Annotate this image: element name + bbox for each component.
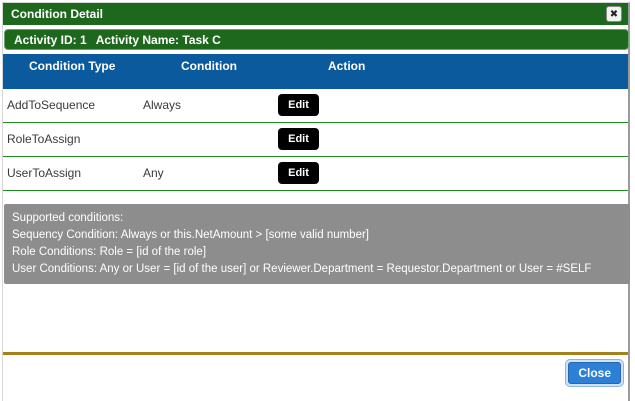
column-header-condition-type: Condition Type [29,59,116,73]
column-header-condition: Condition [181,59,237,73]
edit-button[interactable]: Edit [278,94,319,116]
close-button[interactable]: Close [568,362,621,384]
condition-type-cell: UserToAssign [7,166,82,180]
condition-type-cell: RoleToAssign [7,132,81,146]
edit-button[interactable]: Edit [278,128,319,150]
condition-detail-dialog [2,2,630,401]
edit-button[interactable]: Edit [278,162,319,184]
table-row [3,157,628,191]
activity-id-label: Activity ID: 1 [14,32,87,47]
activity-info-bar [4,29,629,50]
condition-table-body [3,89,628,191]
activity-name-label: Activity Name: Task C [95,32,221,47]
close-button-focus-ring [565,359,624,387]
supported-conditions-box [4,204,630,284]
footer-divider [3,352,628,355]
condition-type-cell: AddToSequence [7,98,96,112]
help-line: Sequency Condition: Always or this.NetAmount > [some valid number] [12,229,369,241]
help-line: User Conditions: Any or User = [id of the user] or Reviewer.Department = Requestor.Department or User = #SELF [12,263,592,275]
help-line: Supported conditions: [12,212,124,224]
table-row [3,123,628,157]
help-line: Role Conditions: Role = [id of the role] [12,246,207,258]
dialog-title: Condition Detail [11,7,103,21]
close-icon[interactable]: ✖ [606,6,622,22]
dialog-titlebar [3,3,628,25]
condition-cell: Always [143,98,182,112]
column-header-action: Action [328,59,366,73]
condition-cell: Any [143,166,164,180]
table-header-row [3,54,628,89]
table-row [3,89,628,123]
